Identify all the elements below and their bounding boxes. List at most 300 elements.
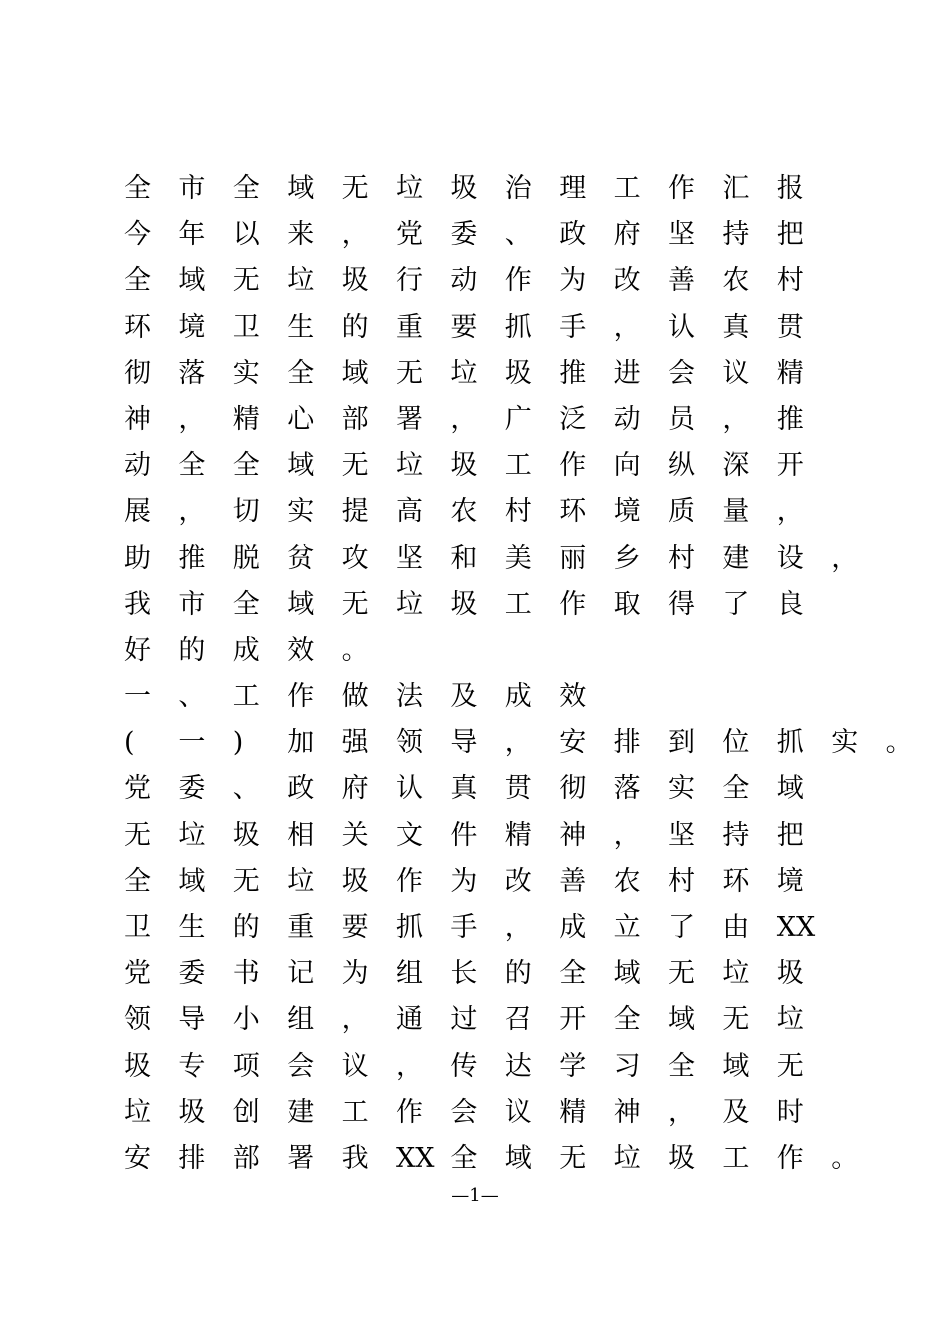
text-glyph: ， (178, 496, 206, 528)
text-glyph: 位 (722, 727, 750, 759)
text-glyph: 域 (178, 265, 206, 297)
text-glyph: 署 (287, 1142, 315, 1174)
text-glyph: 全 (287, 357, 315, 389)
text-glyph: 作 (396, 865, 423, 897)
text-glyph: ， (722, 403, 750, 435)
text-glyph: ， (613, 311, 641, 343)
text-glyph: 及 (722, 1096, 750, 1128)
text-glyph: ， (396, 1050, 423, 1082)
text-glyph: 无 (776, 1050, 804, 1082)
text-line (124, 813, 924, 859)
text-glyph: 和 (450, 542, 478, 574)
text-glyph: 的 (232, 912, 260, 943)
text-glyph: 加 (287, 727, 315, 759)
text-glyph: 圾 (341, 265, 369, 297)
text-glyph: 的 (504, 958, 532, 990)
text-glyph: 时 (776, 1096, 804, 1128)
text-glyph: 垃 (396, 450, 423, 482)
text-glyph: 域 (613, 958, 641, 990)
text-glyph: 习 (613, 1050, 641, 1082)
text-glyph: 圾 (450, 588, 478, 620)
text-glyph: 立 (613, 912, 641, 943)
text-glyph: 持 (722, 819, 750, 851)
text-glyph: ， (341, 219, 369, 251)
text-glyph: 安 (559, 727, 587, 759)
text-glyph: 市 (178, 173, 206, 204)
text-glyph: 垃 (722, 958, 750, 990)
text-glyph: ， (831, 542, 859, 574)
text-glyph: 纵 (668, 450, 695, 482)
text-glyph: 域 (178, 865, 206, 897)
text-glyph: 领 (396, 727, 423, 759)
text-glyph: 域 (722, 1050, 750, 1082)
text-glyph: 圾 (124, 1050, 151, 1082)
text-line (124, 397, 924, 443)
text-glyph: 。 (831, 1142, 859, 1174)
text-glyph: 由 (722, 912, 750, 943)
text-glyph: 全 (668, 1050, 695, 1082)
text-glyph: 域 (776, 773, 804, 805)
text-glyph: 域 (287, 588, 315, 620)
text-glyph: 无 (722, 1004, 750, 1036)
text-line (124, 1090, 924, 1136)
text-glyph: 精 (232, 403, 260, 435)
text-glyph: 神 (124, 403, 151, 435)
text-glyph: 开 (776, 450, 804, 482)
text-glyph: 一 (178, 727, 206, 759)
text-glyph: 汇 (722, 173, 750, 204)
text-glyph: 坚 (396, 542, 423, 574)
text-glyph: ， (613, 819, 641, 851)
text-glyph: 深 (722, 450, 750, 482)
text-glyph: 村 (668, 865, 695, 897)
text-line (124, 166, 924, 212)
text-glyph: 年 (178, 219, 206, 251)
text-glyph: 手 (450, 912, 478, 943)
text-glyph: 环 (559, 496, 587, 528)
text-line (124, 997, 924, 1043)
text-glyph: 广 (504, 403, 532, 435)
text-glyph: 质 (668, 496, 695, 528)
text-line (124, 1136, 924, 1182)
text-line (124, 305, 924, 351)
text-glyph: 以 (232, 219, 260, 251)
text-glyph: 全 (124, 865, 151, 897)
text-glyph: 重 (287, 912, 315, 943)
text-glyph: 建 (287, 1096, 315, 1128)
text-glyph: 工 (504, 450, 532, 482)
text-glyph: 文 (396, 819, 423, 851)
text-glyph: 动 (450, 265, 478, 297)
text-glyph: 村 (504, 496, 532, 528)
text-glyph: 垃 (396, 173, 423, 204)
text-glyph: 实 (287, 496, 315, 528)
text-glyph: ) (232, 727, 244, 759)
text-glyph: 乡 (613, 542, 641, 574)
text-glyph: 生 (287, 311, 315, 343)
text-glyph: 为 (559, 265, 587, 297)
text-glyph: 学 (559, 1050, 587, 1082)
text-glyph: 攻 (341, 542, 369, 574)
text-glyph: 生 (178, 912, 206, 943)
text-glyph: 脱 (232, 542, 260, 574)
text-glyph: 全 (232, 588, 260, 620)
text-glyph: 市 (178, 588, 206, 620)
text-glyph: 垃 (396, 588, 423, 620)
text-glyph: 助 (124, 542, 151, 574)
text-glyph: 提 (341, 496, 369, 528)
text-glyph: 全 (232, 173, 260, 204)
text-glyph: 垃 (613, 1142, 641, 1174)
text-line (124, 536, 924, 582)
text-glyph: 关 (341, 819, 369, 851)
text-glyph: 认 (396, 773, 423, 805)
text-glyph: 作 (504, 265, 532, 297)
text-glyph: 作 (668, 173, 695, 204)
text-line (124, 351, 924, 397)
text-glyph: 成 (504, 681, 532, 713)
text-glyph: 成 (232, 634, 260, 666)
text-glyph: 要 (341, 912, 369, 943)
text-glyph: XX (776, 912, 816, 943)
text-glyph: 抓 (776, 727, 804, 759)
text-glyph: 抓 (396, 912, 423, 943)
text-glyph: 治 (504, 173, 532, 204)
text-glyph: 圾 (232, 819, 260, 851)
text-line (124, 489, 924, 535)
text-glyph: 法 (396, 681, 423, 713)
text-glyph: 会 (287, 1050, 315, 1082)
text-glyph: 了 (668, 912, 695, 943)
text-glyph: 展 (124, 496, 151, 528)
text-glyph: 境 (613, 496, 641, 528)
text-glyph: 重 (396, 311, 423, 343)
text-glyph: ( (124, 727, 135, 759)
text-glyph: 无 (668, 958, 695, 990)
text-glyph: 无 (232, 265, 260, 297)
text-glyph: 垃 (178, 819, 206, 851)
text-glyph: 效 (559, 681, 587, 713)
text-glyph: 议 (341, 1050, 369, 1082)
text-glyph: 导 (178, 1004, 206, 1036)
text-glyph: 部 (341, 403, 369, 435)
text-glyph: ， (504, 727, 532, 759)
text-glyph: 书 (232, 958, 260, 990)
text-line (124, 766, 924, 812)
text-glyph: 改 (613, 265, 641, 297)
text-line (124, 905, 924, 951)
text-glyph: 效 (287, 634, 315, 666)
text-glyph: 会 (450, 1096, 478, 1128)
text-glyph: 行 (396, 265, 423, 297)
text-glyph: 推 (559, 357, 587, 389)
text-glyph: ， (450, 403, 478, 435)
text-glyph: 政 (559, 219, 587, 251)
text-glyph: 丽 (559, 542, 587, 574)
text-glyph: 工 (722, 1142, 750, 1174)
text-glyph: ， (776, 496, 804, 528)
text-glyph: 理 (559, 173, 587, 204)
text-glyph: 作 (776, 1142, 804, 1174)
text-glyph: 卫 (124, 912, 151, 943)
text-line (124, 443, 924, 489)
text-glyph: 。 (341, 634, 369, 666)
text-glyph: 过 (450, 1004, 478, 1036)
text-glyph: 真 (722, 311, 750, 343)
text-glyph: 排 (613, 727, 641, 759)
text-glyph: 府 (341, 773, 369, 805)
text-glyph: 委 (178, 958, 206, 990)
text-glyph: 实 (831, 727, 859, 759)
page-number: —1— (451, 1185, 499, 1206)
text-glyph: 通 (396, 1004, 423, 1036)
text-glyph: 创 (232, 1096, 260, 1128)
text-glyph: 美 (504, 542, 532, 574)
text-glyph: 设 (776, 542, 804, 574)
text-glyph: 垃 (124, 1096, 151, 1128)
text-glyph: 圾 (776, 958, 804, 990)
text-glyph: 工 (341, 1096, 369, 1128)
text-glyph: 无 (341, 450, 369, 482)
text-glyph: 委 (450, 219, 478, 251)
text-glyph: 项 (232, 1050, 260, 1082)
text-glyph: 贯 (776, 311, 804, 343)
text-glyph: 环 (722, 865, 750, 897)
text-glyph: 实 (668, 773, 695, 805)
text-glyph: 达 (504, 1050, 532, 1082)
text-glyph: XX (396, 1142, 435, 1174)
section-heading (124, 674, 924, 720)
text-glyph: 神 (559, 819, 587, 851)
text-glyph: 推 (178, 542, 206, 574)
text-line (124, 258, 924, 304)
text-glyph: 高 (396, 496, 423, 528)
text-glyph: 专 (178, 1050, 206, 1082)
text-glyph: 报 (776, 173, 804, 204)
text-glyph: 取 (613, 588, 641, 620)
text-glyph: 委 (178, 773, 206, 805)
text-glyph: 圾 (341, 865, 369, 897)
text-glyph: 动 (124, 450, 151, 482)
text-glyph: 到 (668, 727, 695, 759)
text-glyph: 精 (504, 819, 532, 851)
text-glyph: 良 (776, 588, 804, 620)
text-glyph: 进 (613, 357, 641, 389)
text-glyph: 全 (178, 450, 206, 482)
text-glyph: 的 (341, 311, 369, 343)
text-glyph: 强 (341, 727, 369, 759)
text-glyph: 农 (722, 265, 750, 297)
text-glyph: 心 (287, 403, 315, 435)
text-glyph: 召 (504, 1004, 532, 1036)
text-glyph: 党 (124, 773, 151, 805)
text-glyph: 彻 (124, 357, 151, 389)
text-glyph: 今 (124, 219, 151, 251)
text-glyph: 得 (668, 588, 695, 620)
text-glyph: 件 (450, 819, 478, 851)
text-glyph: 量 (722, 496, 750, 528)
text-glyph: 圾 (504, 357, 532, 389)
text-glyph: 排 (178, 1142, 206, 1174)
text-glyph: 作 (559, 588, 587, 620)
text-glyph: 员 (668, 403, 695, 435)
text-glyph: 垃 (450, 357, 478, 389)
text-glyph: 环 (124, 311, 151, 343)
text-glyph: 及 (450, 681, 478, 713)
text-glyph: 善 (559, 865, 587, 897)
text-glyph: 我 (341, 1142, 369, 1174)
text-glyph: 向 (613, 450, 641, 482)
text-glyph: 全 (722, 773, 750, 805)
text-glyph: 垃 (287, 265, 315, 297)
text-glyph: 动 (613, 403, 641, 435)
text-glyph: 工 (504, 588, 532, 620)
text-line (124, 1044, 924, 1090)
text-glyph: 做 (341, 681, 369, 713)
text-glyph: 精 (559, 1096, 587, 1128)
text-glyph: 实 (232, 357, 260, 389)
text-glyph: 安 (124, 1142, 151, 1174)
text-glyph: 组 (396, 958, 423, 990)
text-glyph: 建 (722, 542, 750, 574)
text-glyph: 、 (232, 773, 260, 805)
text-glyph: 我 (124, 588, 151, 620)
text-glyph: 议 (722, 357, 750, 389)
text-glyph: 手 (559, 311, 587, 343)
text-glyph: 导 (450, 727, 478, 759)
text-glyph: 好 (124, 634, 151, 666)
text-glyph: 卫 (232, 311, 260, 343)
text-glyph: 坚 (668, 819, 695, 851)
text-glyph: 贫 (287, 542, 315, 574)
text-glyph: 一 (124, 681, 151, 713)
text-glyph: 泛 (559, 403, 587, 435)
text-glyph: 农 (613, 865, 641, 897)
text-glyph: 坚 (668, 219, 695, 251)
text-glyph: 全 (450, 1142, 478, 1174)
text-glyph: 工 (613, 173, 641, 204)
text-glyph: 工 (232, 681, 260, 713)
text-glyph: ， (341, 1004, 369, 1036)
text-glyph: 贯 (504, 773, 532, 805)
text-glyph: 精 (776, 357, 804, 389)
text-glyph: 真 (450, 773, 478, 805)
text-glyph: 抓 (504, 311, 532, 343)
text-glyph: 圾 (178, 1096, 206, 1128)
text-glyph: 全 (232, 450, 260, 482)
text-glyph: 府 (613, 219, 641, 251)
text-glyph: 、 (178, 681, 206, 713)
text-glyph: 彻 (559, 773, 587, 805)
text-glyph: ， (504, 912, 532, 943)
text-glyph: 无 (124, 819, 151, 851)
text-glyph: 推 (776, 403, 804, 435)
text-glyph: 小 (232, 1004, 260, 1036)
text-glyph: 村 (776, 265, 804, 297)
text-glyph: 要 (450, 311, 478, 343)
text-glyph: 作 (396, 1096, 423, 1128)
text-line (124, 859, 924, 905)
text-glyph: 境 (178, 311, 206, 343)
text-glyph: 神 (613, 1096, 641, 1128)
text-glyph: 了 (722, 588, 750, 620)
text-glyph: 落 (178, 357, 206, 389)
text-glyph: 把 (776, 219, 804, 251)
text-glyph: 党 (396, 219, 423, 251)
text-glyph: 域 (341, 357, 369, 389)
text-glyph: ， (668, 1096, 695, 1128)
text-line (124, 951, 924, 997)
text-glyph: 把 (776, 819, 804, 851)
text-glyph: 全 (613, 1004, 641, 1036)
text-line (124, 212, 924, 258)
text-glyph: 域 (668, 1004, 695, 1036)
text-glyph: 无 (559, 1142, 587, 1174)
text-glyph: 作 (287, 681, 315, 713)
text-glyph: 村 (668, 542, 695, 574)
document-body (124, 166, 924, 1182)
text-glyph: 记 (287, 958, 315, 990)
text-glyph: 组 (287, 1004, 315, 1036)
text-glyph: 农 (450, 496, 478, 528)
text-glyph: 议 (504, 1096, 532, 1128)
text-glyph: 。 (885, 727, 913, 759)
text-glyph: 域 (504, 1142, 532, 1174)
text-glyph: 无 (341, 173, 369, 204)
text-glyph: 署 (396, 403, 423, 435)
text-glyph: 来 (287, 219, 315, 251)
text-glyph: 党 (124, 958, 151, 990)
subsection-heading (124, 720, 924, 766)
text-glyph: 、 (504, 219, 532, 251)
text-glyph: 部 (232, 1142, 260, 1174)
text-glyph: 圾 (668, 1142, 695, 1174)
text-glyph: 全 (124, 265, 151, 297)
text-glyph: 持 (722, 219, 750, 251)
text-glyph: 域 (287, 450, 315, 482)
text-glyph: 成 (559, 912, 587, 943)
text-glyph: 域 (287, 173, 315, 204)
text-glyph: 圾 (450, 450, 478, 482)
text-glyph: 圾 (450, 173, 478, 204)
text-glyph: 的 (178, 634, 206, 666)
text-glyph: 切 (232, 496, 260, 528)
text-glyph: 垃 (776, 1004, 804, 1036)
text-glyph: 改 (504, 865, 532, 897)
text-glyph: 作 (559, 450, 587, 482)
text-glyph: 无 (341, 588, 369, 620)
text-glyph: 领 (124, 1004, 151, 1036)
text-line (124, 628, 924, 674)
text-glyph: 认 (668, 311, 695, 343)
text-glyph: 全 (124, 173, 151, 204)
text-glyph: 长 (450, 958, 478, 990)
text-glyph: 会 (668, 357, 695, 389)
text-glyph: 垃 (287, 865, 315, 897)
text-glyph: 善 (668, 265, 695, 297)
text-glyph: 传 (450, 1050, 478, 1082)
text-line (124, 582, 924, 628)
text-glyph: 为 (450, 865, 478, 897)
text-glyph: 相 (287, 819, 315, 851)
text-glyph: 开 (559, 1004, 587, 1036)
text-glyph: 为 (341, 958, 369, 990)
text-glyph: 全 (559, 958, 587, 990)
text-glyph: 无 (396, 357, 423, 389)
text-glyph: ， (178, 403, 206, 435)
text-glyph: 落 (613, 773, 641, 805)
text-glyph: 政 (287, 773, 315, 805)
